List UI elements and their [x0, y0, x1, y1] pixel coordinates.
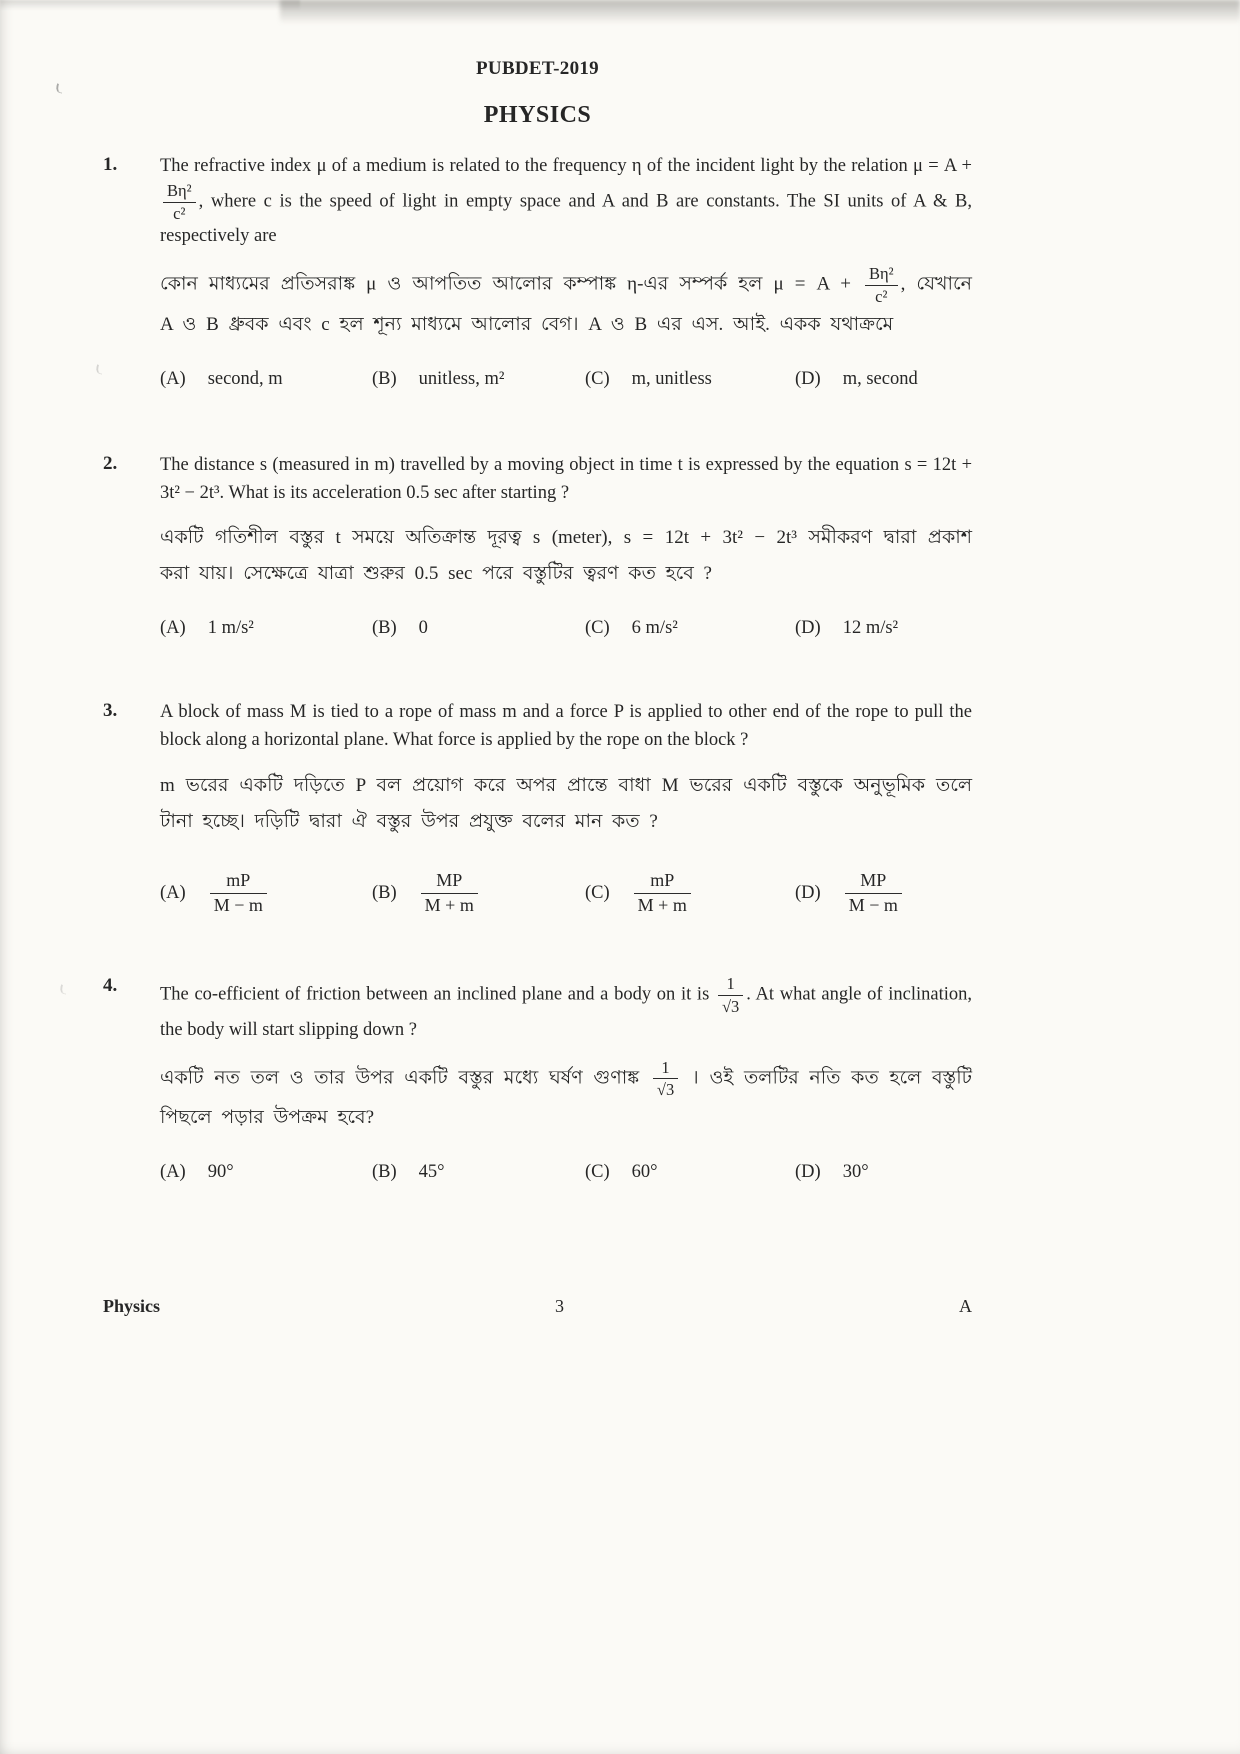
- option-text: 6 m/s²: [631, 618, 678, 639]
- question-3: [103, 699, 972, 916]
- question-text-bengali: একটি গতিশীল বস্তুর t সময়ে অতিক্রান্ত দূরত্ব s (meter), s = 12t + 3t² − 2t³ সমীকরণ দ্বারা প্রকাশ করা যায়। সেক্ষেত্রে যাত্রা শুরুর 0.5 sec পরে বস্তুটির ত্বরণ কত হবে ?: [160, 527, 972, 585]
- option-label: (B): [372, 618, 397, 639]
- fraction-numerator: 1: [653, 1058, 678, 1080]
- option-label: (A): [160, 1162, 186, 1183]
- question-text-segment: , যেখানে A ও B ধ্রুবক এবং c হল শূন্য মাধ্যমে আলোর বেগ। A ও B এর এস. আই. একক যথাক্রমে: [160, 273, 972, 335]
- fraction-numerator: MP: [421, 870, 478, 894]
- question-text-segment: একটি নত তল ও তার উপর একটি বস্তুর মধ্যে ঘর্ষণ গুণাঙ্ক: [160, 1067, 650, 1089]
- option-label: (B): [372, 368, 397, 389]
- question-text-english: [160, 974, 972, 1044]
- option-text: 12 m/s²: [842, 618, 899, 639]
- option-text: 60°: [631, 1162, 658, 1183]
- option-label: (D): [795, 618, 821, 639]
- question-4: [103, 974, 972, 1183]
- question-body: [160, 699, 972, 916]
- option-text: unitless, m²: [418, 368, 505, 389]
- fraction-denominator: c²: [173, 203, 186, 223]
- option-label: (D): [795, 368, 821, 389]
- option-text: 1 m/s²: [207, 618, 254, 639]
- option-a: [160, 618, 372, 639]
- option-d: [795, 618, 972, 639]
- option-a: [160, 870, 372, 916]
- option-a: [160, 369, 372, 390]
- option-text: 30°: [842, 1162, 869, 1183]
- fraction-denominator: c²: [875, 286, 888, 306]
- option-d: [795, 1162, 972, 1183]
- options-row: [160, 369, 972, 390]
- option-label: (B): [372, 1162, 397, 1183]
- fraction-denominator: M − m: [848, 894, 898, 915]
- question-text-segment: । ওই তলটির নতি কত হলে বস্তুটি পিছলে পড়ার উপক্রম হবে?: [160, 1067, 972, 1129]
- page-footer: [103, 1296, 972, 1317]
- question-text-segment: কোন মাধ্যমের প্রতিসরাঙ্ক μ ও আপতিত আলোর কম্পাঙ্ক η-এর সম্পর্ক হল μ = A +: [160, 273, 862, 295]
- option-c: [585, 1162, 795, 1183]
- options-row: [160, 1162, 972, 1183]
- option-text: 0: [418, 618, 428, 639]
- options-row: [160, 870, 972, 916]
- question-body: [160, 974, 972, 1183]
- question-text-english: The distance s (measured in m) travelled by a moving object in time t is expressed by the equation s = 12t + 3t² − 2t³. What is its acceleration 0.5 sec after starting ?: [160, 454, 972, 503]
- question-text-bengali: m ভরের একটি দড়িতে P বল প্রয়োগ করে অপর প্রান্তে বাধা M ভরের একটি বস্তুকে অনুভূমিক তলে টানা হচ্ছে। দড়িটি দ্বারা ঐ বস্তুর উপর প্রযুক্ত বলের মান কত ?: [160, 774, 972, 833]
- question-number: 1.: [103, 154, 118, 175]
- question-text-english: A block of mass M is tied to a rope of mass m and a force P is applied to other end of the rope to pull the block along a horizontal plane. What force is applied by the rope on the block ?: [160, 702, 972, 751]
- option-label: (A): [160, 368, 186, 389]
- fraction-denominator: M + m: [424, 894, 474, 915]
- fraction-numerator: Bη²: [163, 181, 196, 203]
- fraction: [210, 870, 267, 916]
- option-c: [585, 870, 795, 916]
- footer-page-number: 3: [555, 1296, 564, 1316]
- subject-title: PHYSICS: [483, 102, 592, 128]
- fraction-numerator: mP: [210, 870, 267, 894]
- question-number: 3.: [103, 700, 118, 722]
- option-b: [372, 870, 585, 916]
- option-label: (D): [795, 882, 821, 903]
- fraction: [865, 264, 898, 307]
- question-1: [103, 153, 972, 390]
- options-row: [160, 618, 972, 639]
- question-text-bengali: [160, 264, 972, 343]
- exam-title: PUBDET-2019: [476, 58, 599, 79]
- fraction-numerator: mP: [634, 870, 691, 894]
- option-text: 45°: [418, 1162, 445, 1183]
- question-number: 2.: [103, 452, 118, 474]
- fraction-denominator: √3: [721, 997, 740, 1017]
- option-text: m, second: [842, 368, 918, 389]
- fraction-denominator: √3: [656, 1080, 675, 1100]
- question-2: [103, 452, 972, 640]
- fraction: [163, 181, 196, 224]
- question-body: [160, 153, 972, 390]
- option-label: (C): [585, 1162, 610, 1183]
- footer-subject: Physics: [103, 1296, 161, 1316]
- option-label: (C): [585, 368, 610, 389]
- fraction-numerator: MP: [845, 870, 902, 894]
- option-d: [795, 870, 972, 916]
- fraction: [718, 974, 743, 1017]
- option-a: [160, 1162, 372, 1183]
- fraction: [845, 870, 902, 916]
- option-label: (A): [160, 882, 186, 903]
- fraction: [634, 870, 691, 916]
- fraction-denominator: M − m: [213, 894, 263, 915]
- fraction-numerator: 1: [718, 974, 743, 996]
- option-c: [585, 369, 795, 390]
- option-label: (A): [160, 618, 186, 639]
- footer-set-code: A: [958, 1296, 972, 1316]
- option-d: [795, 369, 972, 390]
- question-text-english: [160, 153, 972, 251]
- option-label: (D): [795, 1162, 821, 1183]
- question-text-segment: The co-efficient of friction between an inclined plane and a body on it is: [160, 984, 715, 1005]
- fraction-numerator: Bη²: [865, 264, 898, 286]
- option-text: 90°: [207, 1162, 234, 1183]
- option-label: (B): [372, 882, 397, 903]
- question-text-segment: . At what angle of inclination, the body will start slipping down ?: [160, 984, 972, 1040]
- option-label: (C): [585, 618, 610, 639]
- question-text-bengali: [160, 1058, 972, 1137]
- question-text-segment: The refractive index μ of a medium is related to the frequency η of the incident light by the relation μ = A +: [160, 156, 972, 176]
- option-label: (C): [585, 882, 610, 903]
- question-number: 4.: [103, 975, 118, 997]
- option-b: [372, 618, 585, 639]
- fraction-denominator: M + m: [637, 894, 687, 915]
- fraction: [421, 870, 478, 916]
- option-b: [372, 369, 585, 390]
- question-text-segment: , where c is the speed of light in empty space and A and B are constants. The SI units of A & B, respectively are: [160, 191, 972, 247]
- option-text: m, unitless: [631, 368, 712, 389]
- option-text: second, m: [207, 368, 283, 389]
- option-b: [372, 1162, 585, 1183]
- fraction: [653, 1058, 678, 1101]
- option-c: [585, 618, 795, 639]
- question-body: [160, 452, 972, 640]
